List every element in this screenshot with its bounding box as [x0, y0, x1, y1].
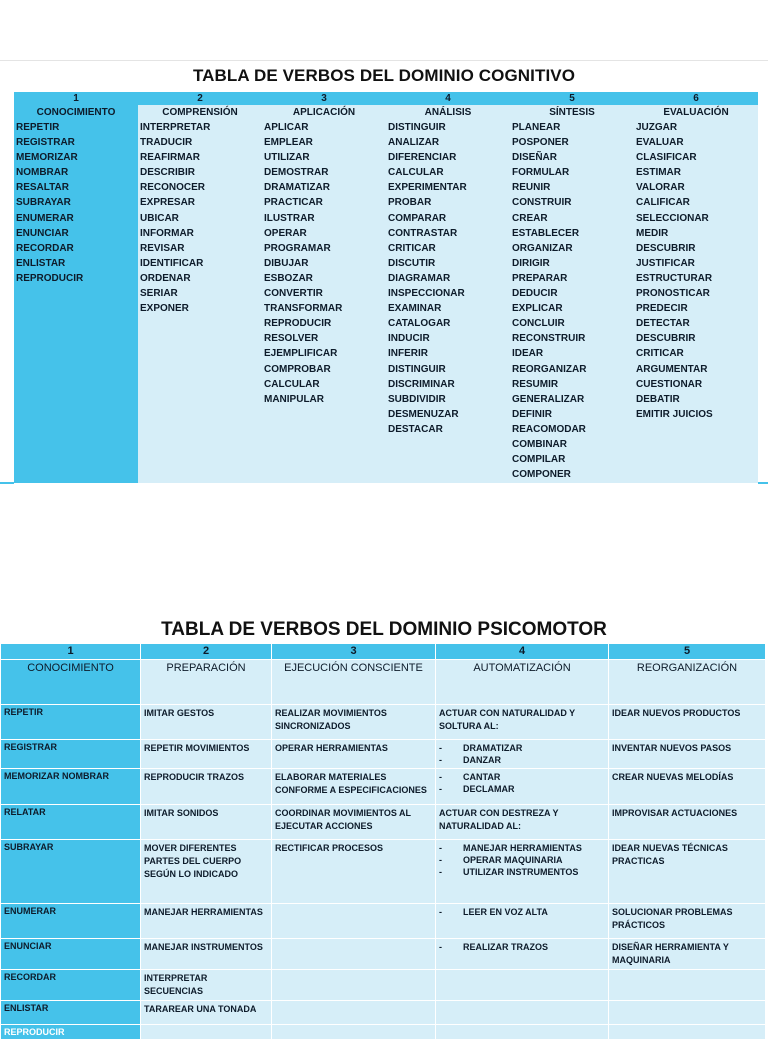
verb-item: EJEMPLIFICAR: [264, 348, 338, 360]
verb-item: ENUNCIAR: [16, 227, 69, 239]
verb-cell: [609, 1025, 766, 1040]
cognitive-table-edge-right: [758, 482, 768, 484]
level-number: 5: [609, 644, 766, 660]
verb-item: PROGRAMAR: [264, 242, 331, 254]
knowledge-cell: RELATAR: [1, 805, 141, 840]
bullet-list: [439, 941, 605, 953]
verb-item: RECORDAR: [16, 242, 74, 254]
verb-item: EXPRESAR: [140, 197, 196, 209]
verb-item: COMPILAR: [512, 454, 566, 466]
automation-cell: [436, 904, 609, 939]
verb-item: EVALUAR: [636, 137, 684, 149]
verb-cell: REPRODUCIR TRAZOS: [141, 769, 272, 805]
table-row: [1, 1001, 766, 1025]
automation-cell: [436, 939, 609, 970]
verb-item: DESTACAR: [388, 423, 443, 435]
verb-item: EXPONER: [140, 303, 189, 315]
level-heading: CONOCIMIENTO: [1, 660, 141, 705]
verb-cell: [436, 1001, 609, 1025]
verb-item: ORGANIZAR: [512, 242, 573, 254]
level-heading: EJECUCIÓN CONSCIENTE: [272, 660, 436, 705]
verb-item: PROBAR: [388, 197, 432, 209]
verb-item: RECONSTRUIR: [512, 333, 586, 345]
verb-item: REAFIRMAR: [140, 152, 200, 164]
level-number: 2: [141, 644, 272, 660]
verb-item: INFERIR: [388, 348, 428, 360]
cognitive-table-edge-left: [0, 482, 14, 484]
bullet-item: - LEER EN VOZ ALTA: [439, 906, 605, 918]
knowledge-cell: MEMORIZAR NOMBRAR: [1, 769, 141, 805]
bullet-item: - CANTAR: [439, 771, 605, 783]
top-divider: [0, 60, 768, 61]
table-row: [1, 939, 766, 970]
verb-item: DEBATIR: [636, 393, 680, 405]
verb-item: ENUMERAR: [16, 212, 74, 224]
verb-item: CRITICAR: [388, 242, 436, 254]
verb-item: CREAR: [512, 212, 548, 224]
verb-item: EMPLEAR: [264, 137, 313, 149]
verb-item: UTILIZAR: [264, 152, 310, 164]
verb-cell: [609, 1001, 766, 1025]
verb-item: SUBDIVIDIR: [388, 393, 446, 405]
level-number: 3: [262, 92, 386, 105]
psychomotor-number-row: [1, 644, 766, 660]
level-number: 6: [634, 92, 758, 105]
knowledge-cell: REPRODUCIR: [1, 1025, 141, 1040]
knowledge-cell: ENUNCIAR: [1, 939, 141, 970]
verb-cell: CREAR NUEVAS MELODÍAS: [609, 769, 766, 805]
bullet-list: [439, 842, 605, 878]
verb-item: DIAGRAMAR: [388, 272, 451, 284]
verb-cell: SOLUCIONAR PROBLEMAS PRÁCTICOS: [609, 904, 766, 939]
verb-item: PRACTICAR: [264, 197, 323, 209]
verb-cell: REPETIR MOVIMIENTOS: [141, 740, 272, 769]
bullet-item: - REALIZAR TRAZOS: [439, 941, 605, 953]
verb-item: DIRIGIR: [512, 257, 550, 269]
verb-item: ESTABLECER: [512, 227, 580, 239]
verb-item: CALCULAR: [264, 378, 320, 390]
level-number: 4: [436, 644, 609, 660]
verb-item: SELECCIONAR: [636, 212, 709, 224]
verb-item: CRITICAR: [636, 348, 684, 360]
level-heading: ANÁLISIS: [386, 105, 510, 120]
verb-item: DISEÑAR: [512, 152, 558, 164]
verb-item: MEDIR: [636, 227, 669, 239]
verb-item: SERIAR: [140, 288, 178, 300]
verb-item: ESTIMAR: [636, 167, 681, 179]
level-number: 3: [272, 644, 436, 660]
table-row: [1, 705, 766, 740]
bullet-list: [439, 771, 605, 795]
verb-cell: MANEJAR HERRAMIENTAS: [141, 904, 272, 939]
verb-item: EMITIR JUICIOS: [636, 408, 713, 420]
verb-cell: REALIZAR MOVIMIENTOS SINCRONIZADOS: [272, 705, 436, 740]
level-number: 5: [510, 92, 634, 105]
verb-item: PREPARAR: [512, 272, 568, 284]
verb-cell: IDEAR NUEVAS TÉCNICAS PRACTICAS: [609, 840, 766, 904]
verb-item: REUNIR: [512, 182, 551, 194]
level-heading: AUTOMATIZACIÓN: [436, 660, 609, 705]
verb-item: DISTINGUIR: [388, 363, 446, 375]
verb-item: DEDUCIR: [512, 288, 558, 300]
verb-item: INSPECCIONAR: [388, 288, 465, 300]
verb-item: REORGANIZAR: [512, 363, 587, 375]
verb-item: TRANSFORMAR: [264, 303, 343, 315]
verb-item: INDUCIR: [388, 333, 430, 345]
level-number: 2: [138, 92, 262, 105]
level-heading: REORGANIZACIÓN: [609, 660, 766, 705]
verb-item: DEMOSTRAR: [264, 167, 329, 179]
knowledge-cell: REGISTRAR: [1, 740, 141, 769]
verb-item: REPETIR: [16, 122, 60, 133]
level-heading: COMPRENSIÓN: [138, 105, 262, 120]
verb-item: DESCUBRIR: [636, 333, 696, 345]
verb-item: ESTRUCTURAR: [636, 272, 713, 284]
cognitive-column: [262, 92, 386, 483]
verb-list: [634, 120, 758, 422]
table-row: [1, 904, 766, 939]
verb-item: VALORAR: [636, 182, 685, 194]
verb-cell: DISEÑAR HERRAMIENTA Y MAQUINARIA: [609, 939, 766, 970]
table-row: [1, 805, 766, 840]
knowledge-cell: RECORDAR: [1, 970, 141, 1001]
verb-item: UBICAR: [140, 212, 179, 224]
verb-item: CONCLUIR: [512, 318, 565, 330]
cognitive-column: [14, 92, 138, 483]
verb-item: SUBRAYAR: [16, 197, 71, 209]
verb-item: REACOMODAR: [512, 423, 586, 435]
verb-item: REPRODUCIR: [16, 272, 84, 284]
cognitive-column: [138, 92, 262, 483]
verb-cell: [609, 970, 766, 1001]
verb-item: IDENTIFICAR: [140, 257, 204, 269]
level-heading: EVALUACIÓN: [634, 105, 758, 120]
verb-list: [14, 120, 138, 286]
verb-item: OPERAR: [264, 227, 307, 239]
verb-list: [386, 120, 510, 437]
verb-cell: ACTUAR CON DESTREZA Y NATURALIDAD AL:: [436, 805, 609, 840]
verb-list: [138, 120, 262, 316]
verb-item: CALIFICAR: [636, 197, 690, 209]
verb-item: NOMBRAR: [16, 167, 69, 179]
bullet-item: - UTILIZAR INSTRUMENTOS: [439, 866, 605, 878]
knowledge-cell: ENUMERAR: [1, 904, 141, 939]
table-row: [1, 1025, 766, 1040]
bullet-item: - DANZAR: [439, 754, 605, 766]
verb-item: EXPLICAR: [512, 303, 563, 315]
verb-item: DIFERENCIAR: [388, 152, 457, 164]
verb-item: RESUMIR: [512, 378, 559, 390]
verb-item: REVISAR: [140, 242, 185, 254]
verb-cell: ACTUAR CON NATURALIDAD Y SOLTURA AL:: [436, 705, 609, 740]
verb-cell: ELABORAR MATERIALES CONFORME A ESPECIFICACIONES: [272, 769, 436, 805]
verb-item: ANALIZAR: [388, 137, 440, 149]
verb-item: MANIPULAR: [264, 393, 324, 405]
verb-item: DISCUTIR: [388, 257, 436, 269]
verb-cell: IMPROVISAR ACTUACIONES: [609, 805, 766, 840]
table-row: [1, 769, 766, 805]
psychomotor-table: [0, 643, 766, 1040]
verb-cell: IMITAR GESTOS: [141, 705, 272, 740]
verb-item: RESOLVER: [264, 333, 319, 345]
verb-cell: [272, 904, 436, 939]
verb-cell: INVENTAR NUEVOS PASOS: [609, 740, 766, 769]
verb-item: ESBOZAR: [264, 272, 313, 284]
verb-item: PRONOSTICAR: [636, 288, 710, 300]
knowledge-cell: ENLISTAR: [1, 1001, 141, 1025]
level-number: 4: [386, 92, 510, 105]
verb-item: DESCUBRIR: [636, 242, 696, 254]
verb-item: PREDECIR: [636, 303, 688, 315]
verb-item: CATALOGAR: [388, 318, 451, 330]
psychomotor-heading-row: [1, 660, 766, 705]
verb-cell: IDEAR NUEVOS PRODUCTOS: [609, 705, 766, 740]
verb-cell: [436, 1025, 609, 1040]
verb-item: INTERPRETAR: [140, 122, 211, 133]
verb-cell: OPERAR HERRAMIENTAS: [272, 740, 436, 769]
verb-cell: COORDINAR MOVIMIENTOS AL EJECUTAR ACCIONES: [272, 805, 436, 840]
verb-list: [262, 120, 386, 407]
verb-item: JUSTIFICAR: [636, 257, 695, 269]
level-number: 1: [73, 93, 79, 104]
automation-cell: [436, 740, 609, 769]
psychomotor-title: TABLA DE VERBOS DEL DOMINIO PSICOMOTOR: [161, 619, 607, 640]
verb-list: [510, 120, 634, 482]
cognitive-column: [634, 92, 758, 483]
knowledge-cell: SUBRAYAR: [1, 840, 141, 904]
verb-cell: INTERPRETAR SECUENCIAS: [141, 970, 272, 1001]
verb-item: REGISTRAR: [16, 137, 75, 149]
verb-item: INFORMAR: [140, 227, 194, 239]
verb-cell: IMITAR SONIDOS: [141, 805, 272, 840]
verb-item: POSPONER: [512, 137, 569, 149]
verb-item: APLICAR: [264, 122, 309, 133]
table-row: [1, 740, 766, 769]
verb-item: CONSTRUIR: [512, 197, 572, 209]
cognitive-title: TABLA DE VERBOS DEL DOMINIO COGNITIVO: [192, 66, 576, 85]
verb-item: ARGUMENTAR: [636, 363, 708, 375]
level-heading: PREPARACIÓN: [141, 660, 272, 705]
verb-item: JUZGAR: [636, 122, 678, 133]
verb-item: DRAMATIZAR: [264, 182, 330, 194]
knowledge-cell: REPETIR: [1, 705, 141, 740]
level-heading: CONOCIMIENTO: [36, 107, 116, 118]
level-heading: SÍNTESIS: [510, 105, 634, 120]
verb-item: DESCRIBIR: [140, 167, 196, 179]
verb-item: EXPERIMENTAR: [388, 182, 467, 194]
verb-item: COMPARAR: [388, 212, 447, 224]
verb-cell: [272, 970, 436, 1001]
verb-item: CONVERTIR: [264, 288, 323, 300]
verb-item: PLANEAR: [512, 122, 561, 133]
verb-item: DEFINIR: [512, 408, 552, 420]
verb-cell: RECTIFICAR PROCESOS: [272, 840, 436, 904]
verb-item: DISCRIMINAR: [388, 378, 455, 390]
table-row: [1, 970, 766, 1001]
automation-cell: [436, 840, 609, 904]
verb-item: DIBUJAR: [264, 257, 309, 269]
verb-item: ILUSTRAR: [264, 212, 315, 224]
cognitive-column: [510, 92, 634, 483]
cognitive-table: [14, 92, 758, 483]
verb-item: CUESTIONAR: [636, 378, 703, 390]
verb-cell: [272, 1025, 436, 1040]
verb-item: FORMULAR: [512, 167, 570, 179]
verb-item: CONTRASTAR: [388, 227, 458, 239]
bullet-list: [439, 742, 605, 766]
verb-item: ORDENAR: [140, 272, 191, 284]
verb-cell: TARAREAR UNA TONADA: [141, 1001, 272, 1025]
verb-item: COMBINAR: [512, 438, 567, 450]
verb-item: IDEAR: [512, 348, 544, 360]
verb-cell: MOVER DIFERENTES PARTES DEL CUERPO SEGÚN LO INDICADO: [141, 840, 272, 904]
verb-item: TRADUCIR: [140, 137, 193, 149]
verb-item: ENLISTAR: [16, 257, 66, 269]
verb-item: COMPONER: [512, 469, 571, 481]
bullet-item: - MANEJAR HERRAMIENTAS: [439, 842, 605, 854]
verb-cell: [272, 1001, 436, 1025]
verb-item: DISTINGUIR: [388, 122, 446, 133]
verb-cell: [436, 970, 609, 1001]
verb-item: EXAMINAR: [388, 303, 442, 315]
verb-item: CALCULAR: [388, 167, 444, 179]
level-heading: APLICACIÓN: [262, 105, 386, 120]
automation-cell: [436, 769, 609, 805]
level-number: 1: [1, 644, 141, 660]
bullet-item: - DRAMATIZAR: [439, 742, 605, 754]
verb-item: CLASIFICAR: [636, 152, 697, 164]
verb-cell: MANEJAR INSTRUMENTOS: [141, 939, 272, 970]
verb-cell: [272, 939, 436, 970]
bullet-list: [439, 906, 605, 918]
verb-item: RECONOCER: [140, 182, 206, 194]
verb-item: REPRODUCIR: [264, 318, 332, 330]
verb-item: COMPROBAR: [264, 363, 331, 375]
verb-item: DESMENUZAR: [388, 408, 459, 420]
bullet-item: - OPERAR MAQUINARIA: [439, 854, 605, 866]
bullet-item: - DECLAMAR: [439, 783, 605, 795]
verb-cell: [141, 1025, 272, 1040]
verb-item: RESALTAR: [16, 182, 69, 194]
cognitive-column: [386, 92, 510, 483]
verb-item: DETECTAR: [636, 318, 690, 330]
table-row: [1, 840, 766, 904]
verb-item: MEMORIZAR: [16, 152, 78, 164]
verb-item: GENERALIZAR: [512, 393, 585, 405]
